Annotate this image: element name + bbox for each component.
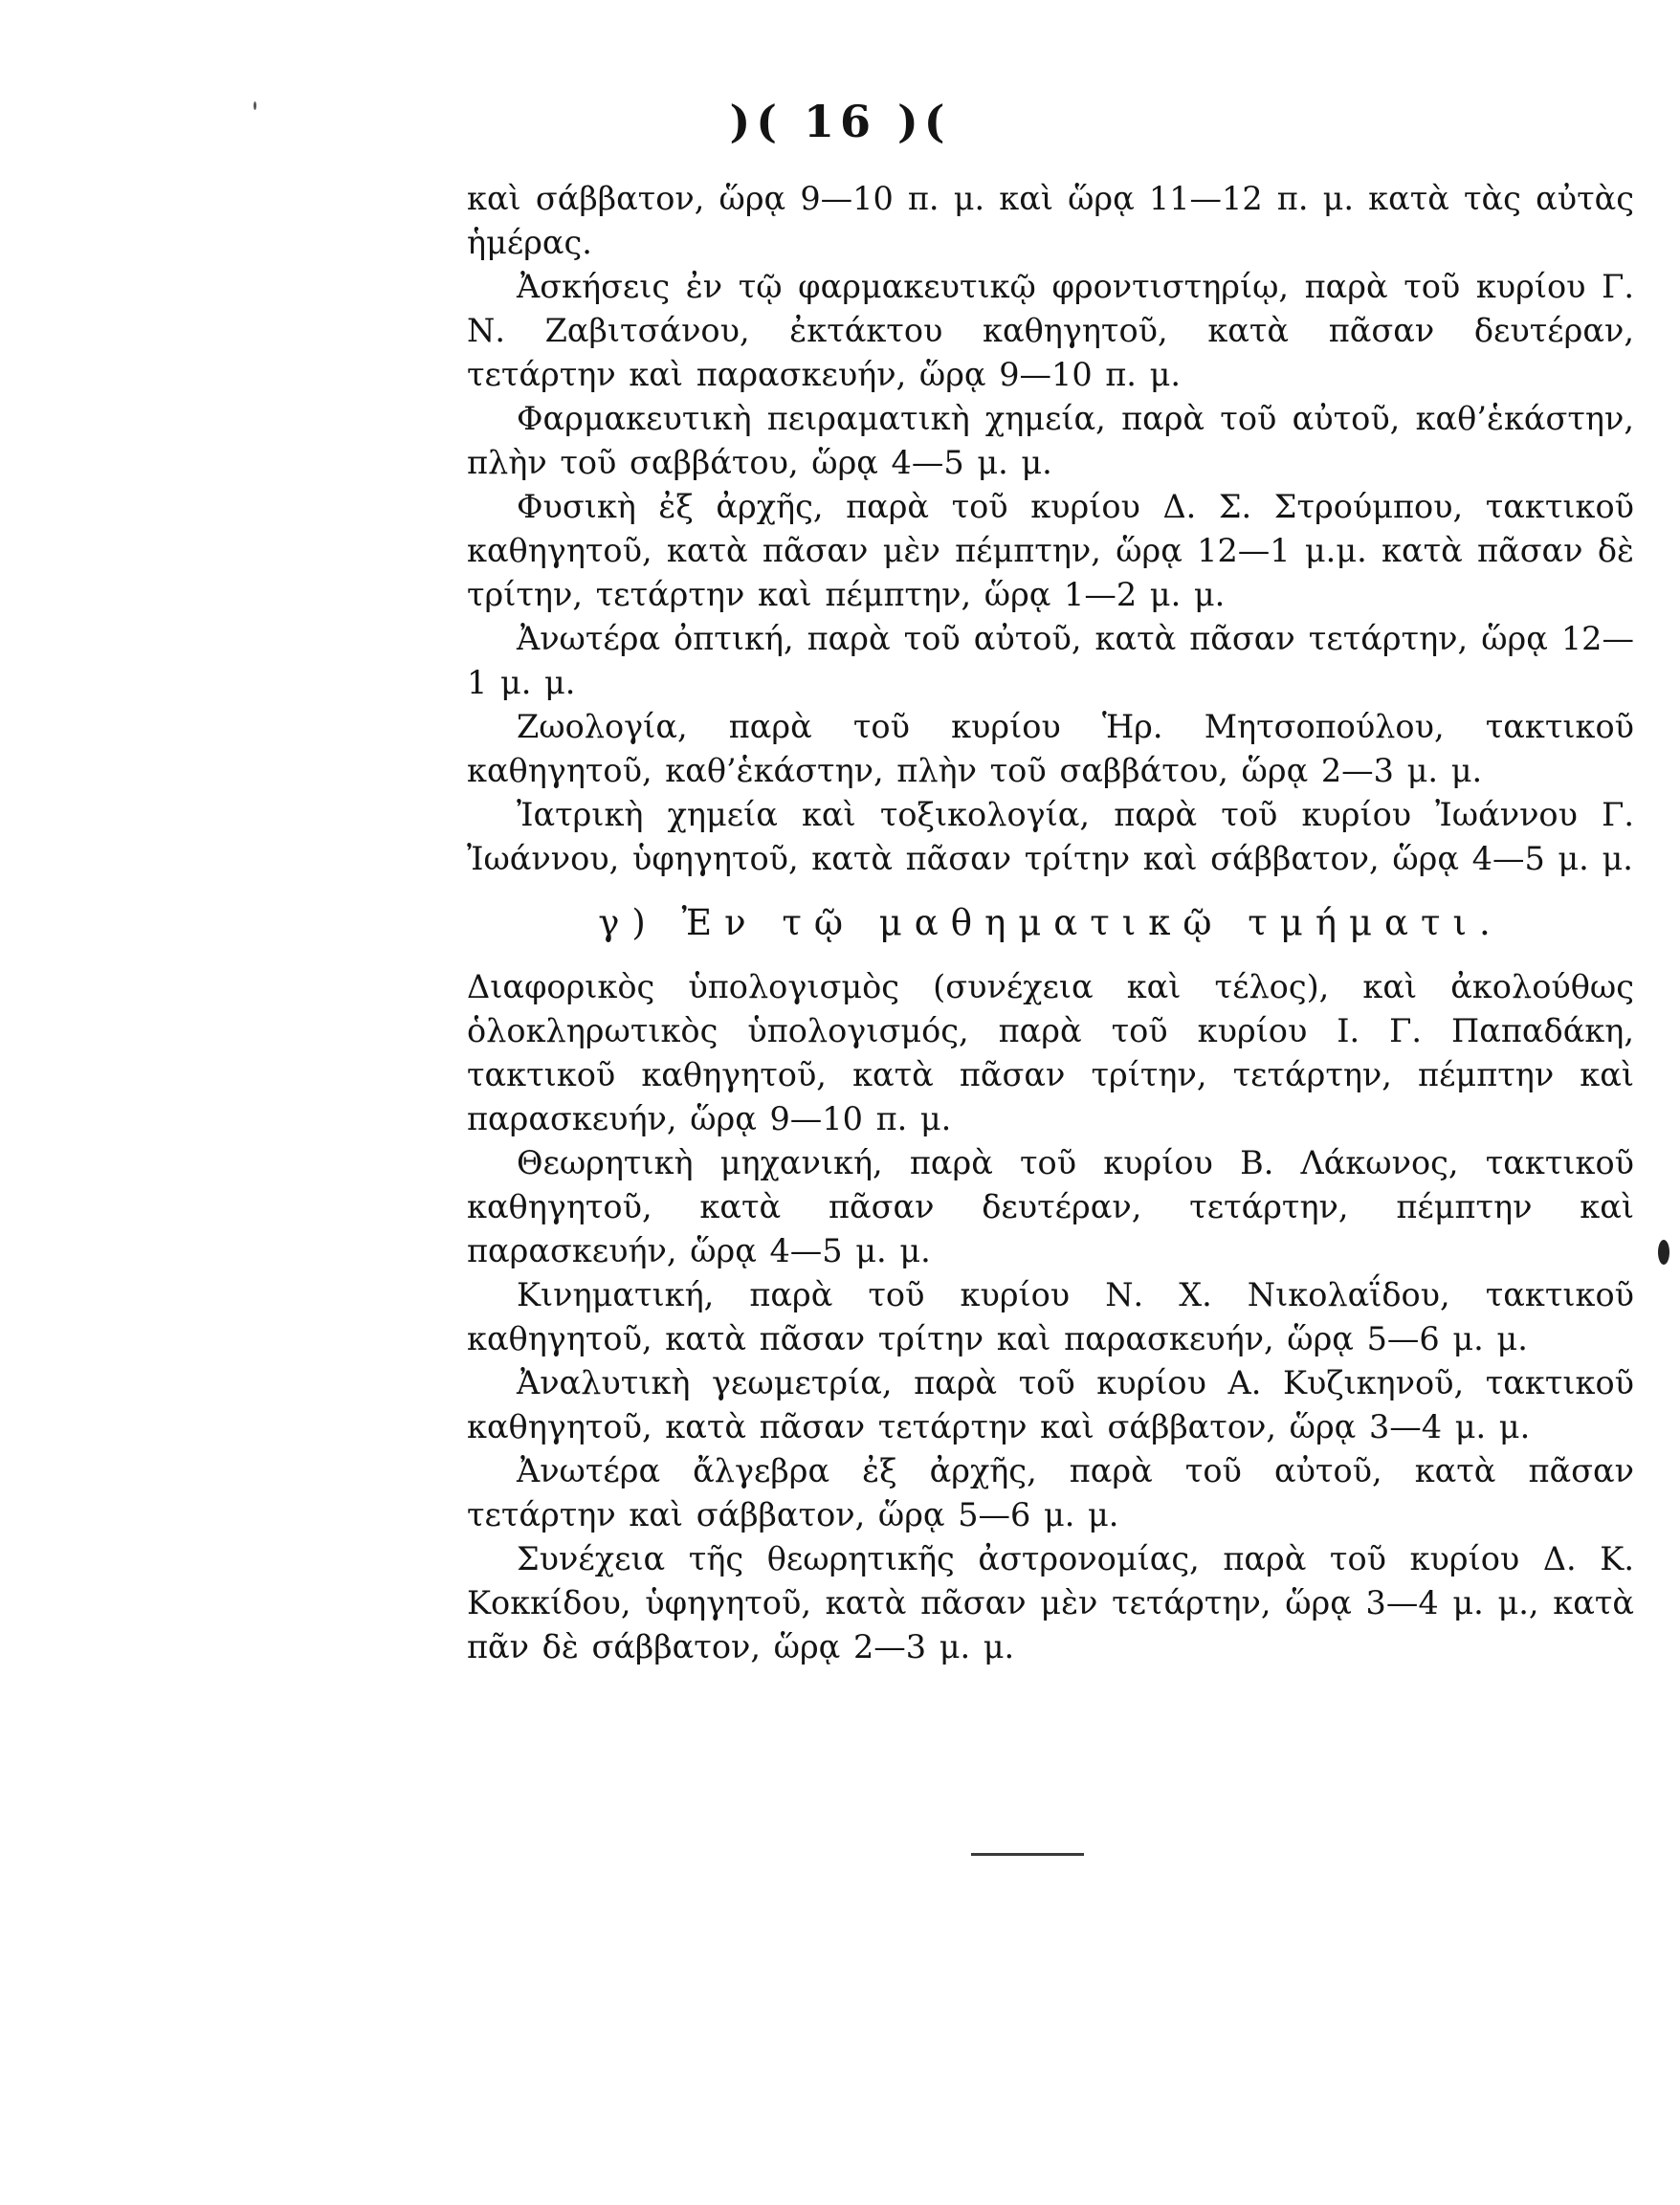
end-rule	[971, 1853, 1084, 1856]
paragraph: Θεωρητικὴ μηχανική, παρὰ τοῦ κυρίου Β. Λάκωνος, τακτικοῦ καθηγητοῦ, κατὰ πᾶσαν δευτέραν, τετάρτην, πέμπτην καὶ παρασκευήν, ὥρᾳ 4—5 μ. μ.	[467, 1144, 1634, 1269]
paragraph: Κινηματική, παρὰ τοῦ κυρίου Ν. Χ. Νικολαΐδου, τακτικοῦ καθηγητοῦ, κατὰ πᾶσαν τρίτην καὶ παρασκευήν, ὥρᾳ 5—6 μ. μ.	[467, 1276, 1634, 1357]
paragraph: Ἀνωτέρα ὀπτική, παρὰ τοῦ αὐτοῦ, κατὰ πᾶσαν τετάρτην, ὥρᾳ 12—1 μ. μ.	[467, 620, 1634, 701]
paragraph: Ἀνωτέρα ἄλγεβρα ἐξ ἀρχῆς, παρὰ τοῦ αὐτοῦ, κατὰ πᾶσαν τετάρτην καὶ σάββατον, ὥρᾳ 5—6 μ. μ.	[467, 1452, 1634, 1533]
page-header	[0, 96, 1680, 147]
paragraph: Ἀναλυτικὴ γεωμετρία, παρὰ τοῦ κυρίου Α. Κυζικηνοῦ, τακτικοῦ καθηγητοῦ, κατὰ πᾶσαν τετάρτην καὶ σάββατον, ὥρᾳ 3—4 μ. μ.	[467, 1364, 1634, 1445]
page-body	[467, 177, 1634, 1669]
scan-speck	[254, 101, 256, 110]
paragraph: Ἰατρικὴ χημεία καὶ τοξικολογία, παρὰ τοῦ κυρίου Ἰωάννου Γ. Ἰωάννου, ὑφηγητοῦ, κατὰ πᾶσαν τρίτην καὶ σάββατον, ὥρᾳ 4—5 μ. μ.	[467, 796, 1634, 877]
paragraph: Φυσικὴ ἐξ ἀρχῆς, παρὰ τοῦ κυρίου Δ. Σ. Στρούμπου, τακτικοῦ καθηγητοῦ, κατὰ πᾶσαν μὲν πέμπτην, ὥρᾳ 12—1 μ.μ. κατὰ πᾶσαν δὲ τρίτην, τετάρτην καὶ πέμπτην, ὥρᾳ 1—2 μ. μ.	[467, 488, 1634, 613]
paragraph: Ἀσκήσεις ἐν τῷ φαρμακευτικῷ φροντιστηρίῳ, παρὰ τοῦ κυρίου Γ. Ν. Ζαβιτσάνου, ἐκτάκτου καθηγητοῦ, κατὰ πᾶσαν δευτέραν, τετάρτην καὶ παρασκευήν, ὥρᾳ 9—10 π. μ.	[467, 268, 1634, 393]
paragraph: Συνέχεια τῆς θεωρητικῆς ἀστρονομίας, παρὰ τοῦ κυρίου Δ. Κ. Κοκκίδου, ὑφηγητοῦ, κατὰ πᾶσαν μὲν τετάρτην, ὥρᾳ 3—4 μ. μ., κατὰ πᾶν δὲ σάββατον, ὥρᾳ 2—3 μ. μ.	[467, 1540, 1634, 1665]
paragraph: Διαφορικὸς ὑπολογισμὸς (συνέχεια καὶ τέλος), καὶ ἀκολούθως ὁλοκληρωτικὸς ὑπολογισμός, παρὰ τοῦ κυρίου Ι. Γ. Παπαδάκη, τακτικοῦ καθηγητοῦ, κατὰ πᾶσαν τρίτην, τετάρτην, πέμπτην καὶ παρασκευήν, ὥρᾳ 9—10 π. μ.	[467, 968, 1634, 1137]
scan-speck	[1658, 1240, 1669, 1265]
page-number: )( 16 )(	[729, 96, 951, 147]
paragraph: Φαρμακευτικὴ πειραματικὴ χημεία, παρὰ τοῦ αὐτοῦ, καθ’ἑκάστην, πλὴν τοῦ σαββάτου, ὥρᾳ 4—5 μ. μ.	[467, 400, 1634, 481]
section-heading: γ) Ἐν τῷ μαθηματικῷ τμήματι.	[598, 902, 1503, 943]
paragraph: καὶ σάββατον, ὥρᾳ 9—10 π. μ. καὶ ὥρᾳ 11—12 π. μ. κατὰ τὰς αὐτὰς ἡμέρας.	[467, 180, 1634, 261]
paragraph: Ζωολογία, παρὰ τοῦ κυρίου Ἡρ. Μητσοπούλου, τακτικοῦ καθηγητοῦ, καθ’ἑκάστην, πλὴν τοῦ σαββάτου, ὥρᾳ 2—3 μ. μ.	[467, 708, 1634, 789]
